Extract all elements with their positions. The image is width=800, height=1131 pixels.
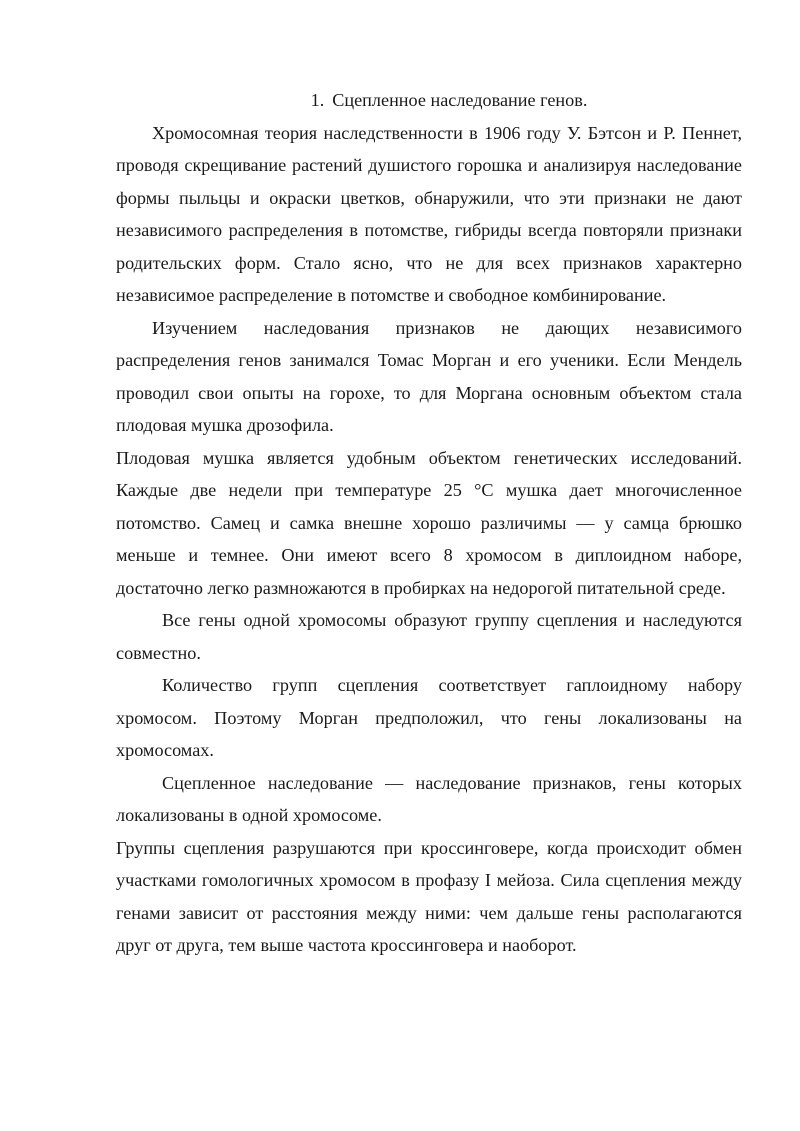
paragraph-linkage-group: Все гены одной хромосомы образуют группу сцепления и наследуются совместно.	[116, 610, 742, 663]
paragraph-morgan-research: Изучением наследования признаков не дающих независимого распределения генов занимался Томас Морган и его ученики. Если Мендель проводил свои опыты на горохе, то для Моргана основным объектом стала плодовая мушка дрозофила.	[116, 317, 742, 435]
paragraph-linkage-count: Количество групп сцепления соответствует гаплоидному набору хромосом. Поэтому Морган предположил, что гены локализованы на хромосомах.	[116, 675, 742, 760]
paragraph-linked-inheritance-definition: Сцепленное наследование — наследование признаков, гены которых локализованы в одной хромосоме.	[116, 772, 742, 825]
heading-text: Сцепленное наследование генов.	[332, 90, 588, 110]
document-page	[116, 84, 742, 962]
heading-number: 1.	[310, 90, 325, 110]
section-heading	[116, 84, 742, 117]
paragraph-chromosome-theory: Хромосомная теория наследственности в 1906 году У. Бэтсон и Р. Пеннет, проводя скрещивание растений душистого горошка и анализируя наследование формы пыльцы и окраски цветков, обнаружили, что эти признаки не дают независимого распределения в потомстве, гибриды всегда повторяли признаки родительских форм. Стало ясно, что не для всех признаков характерно независимое распределение в потомстве и свободное комбинирование.	[116, 122, 742, 305]
paragraph-fruit-fly: Плодовая мушка является удобным объектом генетических исследований. Каждые две недели при температуре 25 °C мушка дает многочисленное потомство. Самец и самка внешне хорошо различимы — у самца брюшко меньше и темнее. Они имеют всего 8 хромосом в диплоидном наборе, достаточно легко размножаются в пробирках на недорогой питательной среде.	[116, 447, 742, 598]
paragraph-crossing-over: Группы сцепления разрушаются при кроссинговере, когда происходит обмен участками гомологичных хромосом в профазу I мейоза. Сила сцепления между генами зависит от расстояния между ними: чем дальше гены располагаются друг от друга, тем выше частота кроссинговера и наоборот.	[116, 837, 742, 955]
